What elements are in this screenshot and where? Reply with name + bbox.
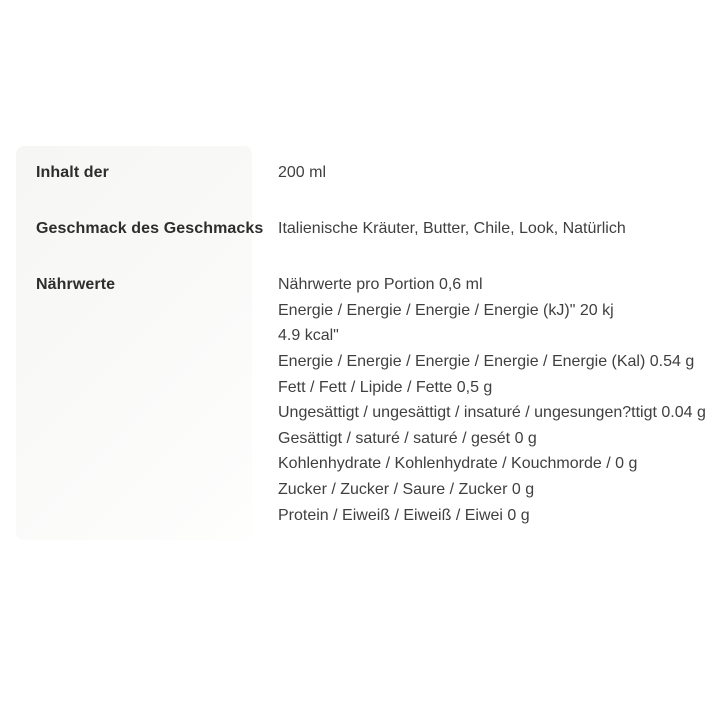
value-line-kcal: 4.9 kcal" (278, 327, 339, 345)
product-spec-table (36, 146, 706, 528)
value-line-protein: Protein / Eiweiß / Eiweiß / Eiwei 0 g (278, 506, 530, 524)
table-row-naehrwerte (36, 272, 706, 528)
value-line: Italienische Kräuter, Butter, Chile, Look, Natürlich (278, 219, 626, 237)
row-value (278, 272, 706, 528)
value-line-sugar: Zucker / Zucker / Saure / Zucker 0 g (278, 480, 535, 498)
value-line: 200 ml (278, 164, 327, 181)
table-row-inhalt (36, 160, 690, 186)
value-line-saturated: Gesättigt / saturé / saturé / gesét 0 g (278, 429, 537, 447)
value-line-energy-kal: Energie / Energie / Energie / Energie / Energie (Kal) 0.54 g (278, 352, 695, 370)
table-row-geschmack (36, 216, 690, 242)
row-value (278, 216, 690, 242)
row-label: Geschmack des Geschmacks (36, 219, 264, 237)
value-line-energy-kj: Energie / Energie / Energie / Energie (kJ)" 20 kj (278, 301, 614, 319)
value-line-unsaturated: Ungesättigt / ungesättigt / insaturé / ungesungen?ttigt 0.04 g (278, 404, 706, 422)
row-label: Nährwerte (36, 276, 116, 294)
value-line-serving: Nährwerte pro Portion 0,6 ml (278, 276, 483, 294)
row-label: Inhalt der (36, 164, 110, 181)
value-line-fat: Fett / Fett / Lipide / Fette 0,5 g (278, 378, 493, 396)
value-line-carbohydrates: Kohlenhydrate / Kohlenhydrate / Kouchmorde / 0 g (278, 455, 638, 473)
row-value (278, 160, 690, 186)
